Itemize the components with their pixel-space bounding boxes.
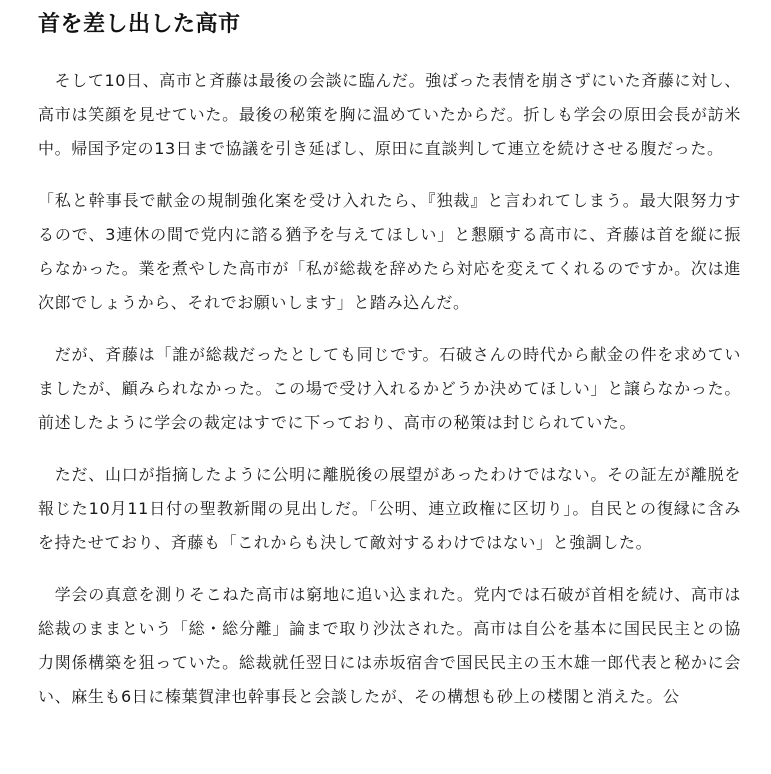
paragraph-4: ただ、山口が指摘したように公明に離脱後の展望があったわけではない。その証左が離脱を報じた10月11日付の聖教新聞の見出しだ。「公明、連立政権に区切り」。自民との復縁に含みを持たせており、斉藤も「これからも決して敵対するわけではない」と強調した。 (38, 465, 741, 552)
paragraph-1: そして10日、高市と斉藤は最後の会談に臨んだ。強ばった表情を崩さずにいた斉藤に対し、高市は笑顔を見せていた。最後の秘策を胸に温めていたからだ。折しも学会の原田会長が訪米中。帰国予定の13日まで協議を引き延ばし、原田に直談判して連立を続けさせる腹だった。 (38, 71, 741, 158)
article-heading: 首を差し出した高市 (38, 12, 241, 37)
paragraph-2: 「私と幹事長で献金の規制強化案を受け入れたら、『独裁』と言われてしまう。最大限努力するので、3連休の間で党内に諮る猶予を与えてほしい」と懇願する高市に、斉藤は首を縦に振らなかった。業を煮やした高市が「私が総裁を辞めたら対応を変えてくれるのですか。次は進次郎でしょうから、それでお願いします」と踏み込んだ。 (38, 191, 741, 312)
paragraph-5: 学会の真意を測りそこねた高市は窮地に追い込まれた。党内では石破が首相を続け、高市は総裁のままという「総・総分離」論まで取り沙汰された。高市は自公を基本に国民民主との協力関係構築を狙っていた。総裁就任翌日には赤坂宿舎で国民民主の玉木雄一郎代表と秘かに会い、麻生も6日に榛葉賀津也幹事長と会談したが、その構想も砂上の楼閣と消えた。公 (38, 585, 741, 706)
paragraph-3: だが、斉藤は「誰が総裁だったとしても同じです。石破さんの時代から献金の件を求めていましたが、顧みられなかった。この場で受け入れるかどうか決めてほしい」と譲らなかった。前述したように学会の裁定はすでに下っており、高市の秘策は封じられていた。 (38, 345, 741, 432)
